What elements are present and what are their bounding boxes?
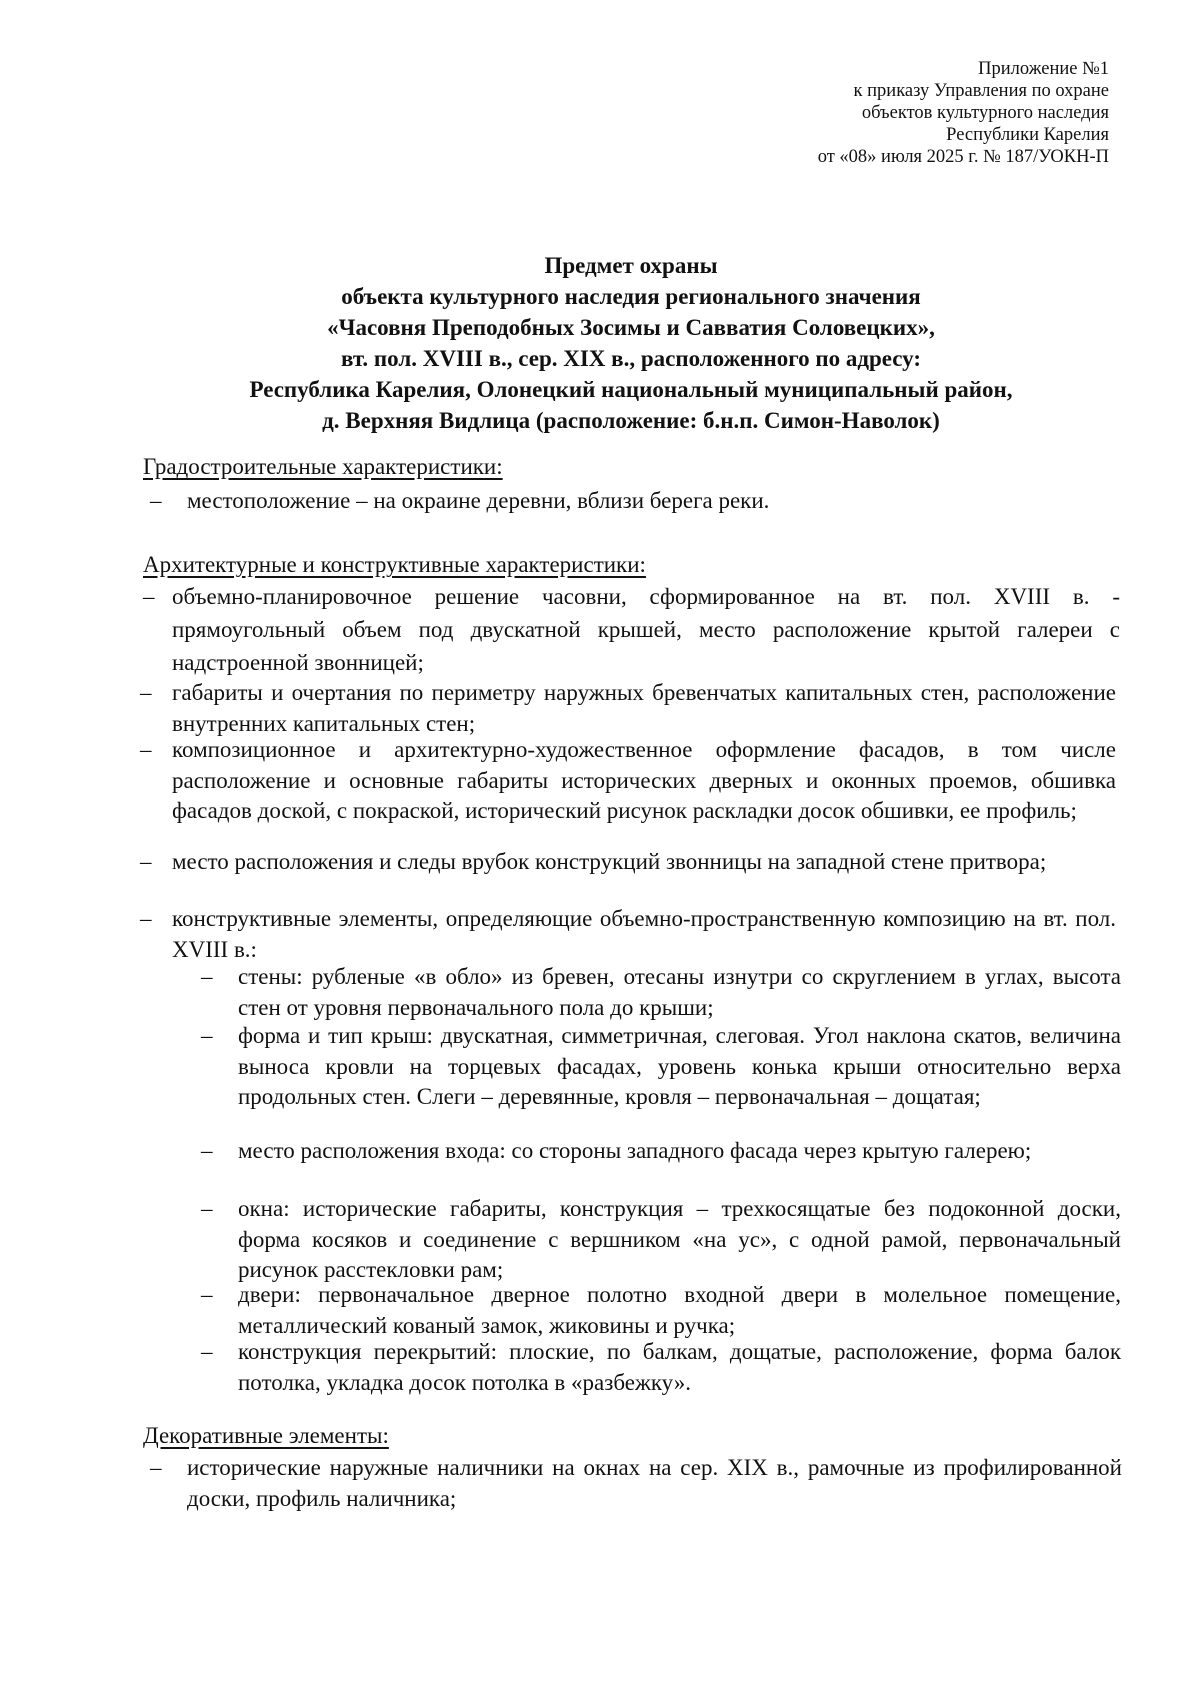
sub-list-item-text: стены: рубленые «в обло» из бревен, отесаны изнутри со скруглением в углах, высота стен от уровня первоначального пола до крыши; bbox=[238, 964, 1121, 1020]
appendix-header bbox=[818, 58, 1109, 168]
bullet-dash: – bbox=[150, 488, 162, 513]
order-reference-line: к приказу Управления по охране bbox=[853, 81, 1109, 101]
sub-list-item bbox=[201, 1194, 1121, 1286]
title-line: д. Верхняя Видлица (расположение: б.н.п. Симон-Наволок) bbox=[322, 408, 940, 433]
section-heading-urban-planning: Градостроительные характеристики: bbox=[143, 454, 503, 479]
order-date-number: от «08» июля 2025 г. № 187/УОКН-П bbox=[817, 147, 1109, 167]
sub-list-item-text: конструкция перекрытий: плоские, по балкам, дощатые, расположение, форма балок потолка, укладка досок потолка в «разбежку». bbox=[238, 1339, 1121, 1395]
list-item-text: композиционное и архитектурно-художественное оформление фасадов, в том числе расположение и основные габариты исторических дверных и оконных проемов, обшивка фасадов доской, с покраской, исторический рисунок раскладки досок обшивки, ее профиль; bbox=[172, 737, 1116, 823]
appendix-number: Приложение №1 bbox=[978, 59, 1109, 79]
list-item-text: конструктивные элементы, определяющие объемно-пространственную композицию на вт. пол. XVIII в.: bbox=[172, 906, 1116, 962]
list-item-text: место расположения и следы врубок конструкций звонницы на западной стене притвора; bbox=[172, 849, 1047, 874]
title-line: Республика Карелия, Олонецкий национальный муниципальный район, bbox=[249, 377, 1013, 402]
sub-list-item bbox=[201, 962, 1121, 1023]
bullet-dash: – bbox=[140, 906, 152, 931]
section-heading-architectural: Архитектурные и конструктивные характеристики: bbox=[143, 552, 646, 577]
bullet-dash: – bbox=[150, 1455, 162, 1480]
list-item-text: местоположение – на окраине деревни, вблизи берега реки. bbox=[187, 488, 770, 513]
bullet-dash: – bbox=[201, 1196, 213, 1221]
list-item bbox=[143, 580, 1120, 679]
title-line: объекта культурного наследия регионального значения bbox=[341, 284, 921, 309]
list-item bbox=[140, 847, 1116, 878]
order-reference-line: объектов культурного наследия bbox=[861, 103, 1109, 123]
sub-list-item-text: окна: исторические габариты, конструкция – трехкосящатые без подоконной доски, форма косяков и соединение с вершником «на ус», с одной рамой, первоначальный рисунок расстекловки рам; bbox=[238, 1196, 1121, 1282]
bullet-dash: – bbox=[201, 1339, 213, 1364]
bullet-dash: – bbox=[143, 584, 155, 609]
sub-list-item-text: двери: первоначальное дверное полотно входной двери в молельное помещение, металлический кованый замок, жиковины и ручка; bbox=[238, 1282, 1121, 1338]
sub-list-item bbox=[201, 1021, 1121, 1113]
list-item-text: исторические наружные наличники на окнах на сер. XIX в., рамочные из профилированной доски, профиль наличника; bbox=[187, 1455, 1122, 1511]
list-item bbox=[140, 735, 1116, 827]
bullet-dash: – bbox=[201, 1138, 213, 1163]
list-item-text: объемно-планировочное решение часовни, сформированное на вт. пол. XVIII в. - прямоугольный объем под двускатной крышей, место расположение крытой галереи с надстроенной звонницей; bbox=[172, 584, 1120, 675]
list-item bbox=[150, 1453, 1122, 1514]
title-line: «Часовня Преподобных Зосимы и Савватия Соловецких», bbox=[327, 315, 935, 340]
list-item-text: габариты и очертания по периметру наружных бревенчатых капитальных стен, расположение внутренних капитальных стен; bbox=[172, 680, 1116, 736]
sub-list-item bbox=[201, 1136, 1121, 1167]
bullet-dash: – bbox=[140, 737, 152, 762]
section-heading-decorative: Декоративные элементы: bbox=[143, 1423, 389, 1448]
list-item bbox=[140, 678, 1116, 739]
order-reference-line: Республики Карелия bbox=[946, 125, 1109, 145]
list-item bbox=[150, 486, 1122, 517]
bullet-dash: – bbox=[140, 680, 152, 705]
sub-list-item-text: форма и тип крыш: двускатная, симметричная, слеговая. Угол наклона скатов, величина выноса кровли на торцевых фасадах, уровень конька крыши относительно верха продольных стен. Слеги – деревянные, кровля – первоначальная – дощатая; bbox=[238, 1023, 1121, 1109]
sub-list-item bbox=[201, 1337, 1121, 1398]
list-item bbox=[140, 904, 1116, 965]
sub-list-item-text: место расположения входа: со стороны западного фасада через крытую галерею; bbox=[238, 1138, 1032, 1163]
sub-list-item bbox=[201, 1280, 1121, 1341]
bullet-dash: – bbox=[140, 849, 152, 874]
document-title bbox=[0, 250, 1200, 436]
title-line: вт. пол. XVIII в., сер. XIX в., расположенного по адресу: bbox=[340, 346, 921, 371]
title-line: Предмет охраны bbox=[544, 253, 718, 278]
bullet-dash: – bbox=[201, 1282, 213, 1307]
bullet-dash: – bbox=[201, 1023, 213, 1048]
bullet-dash: – bbox=[201, 964, 213, 989]
